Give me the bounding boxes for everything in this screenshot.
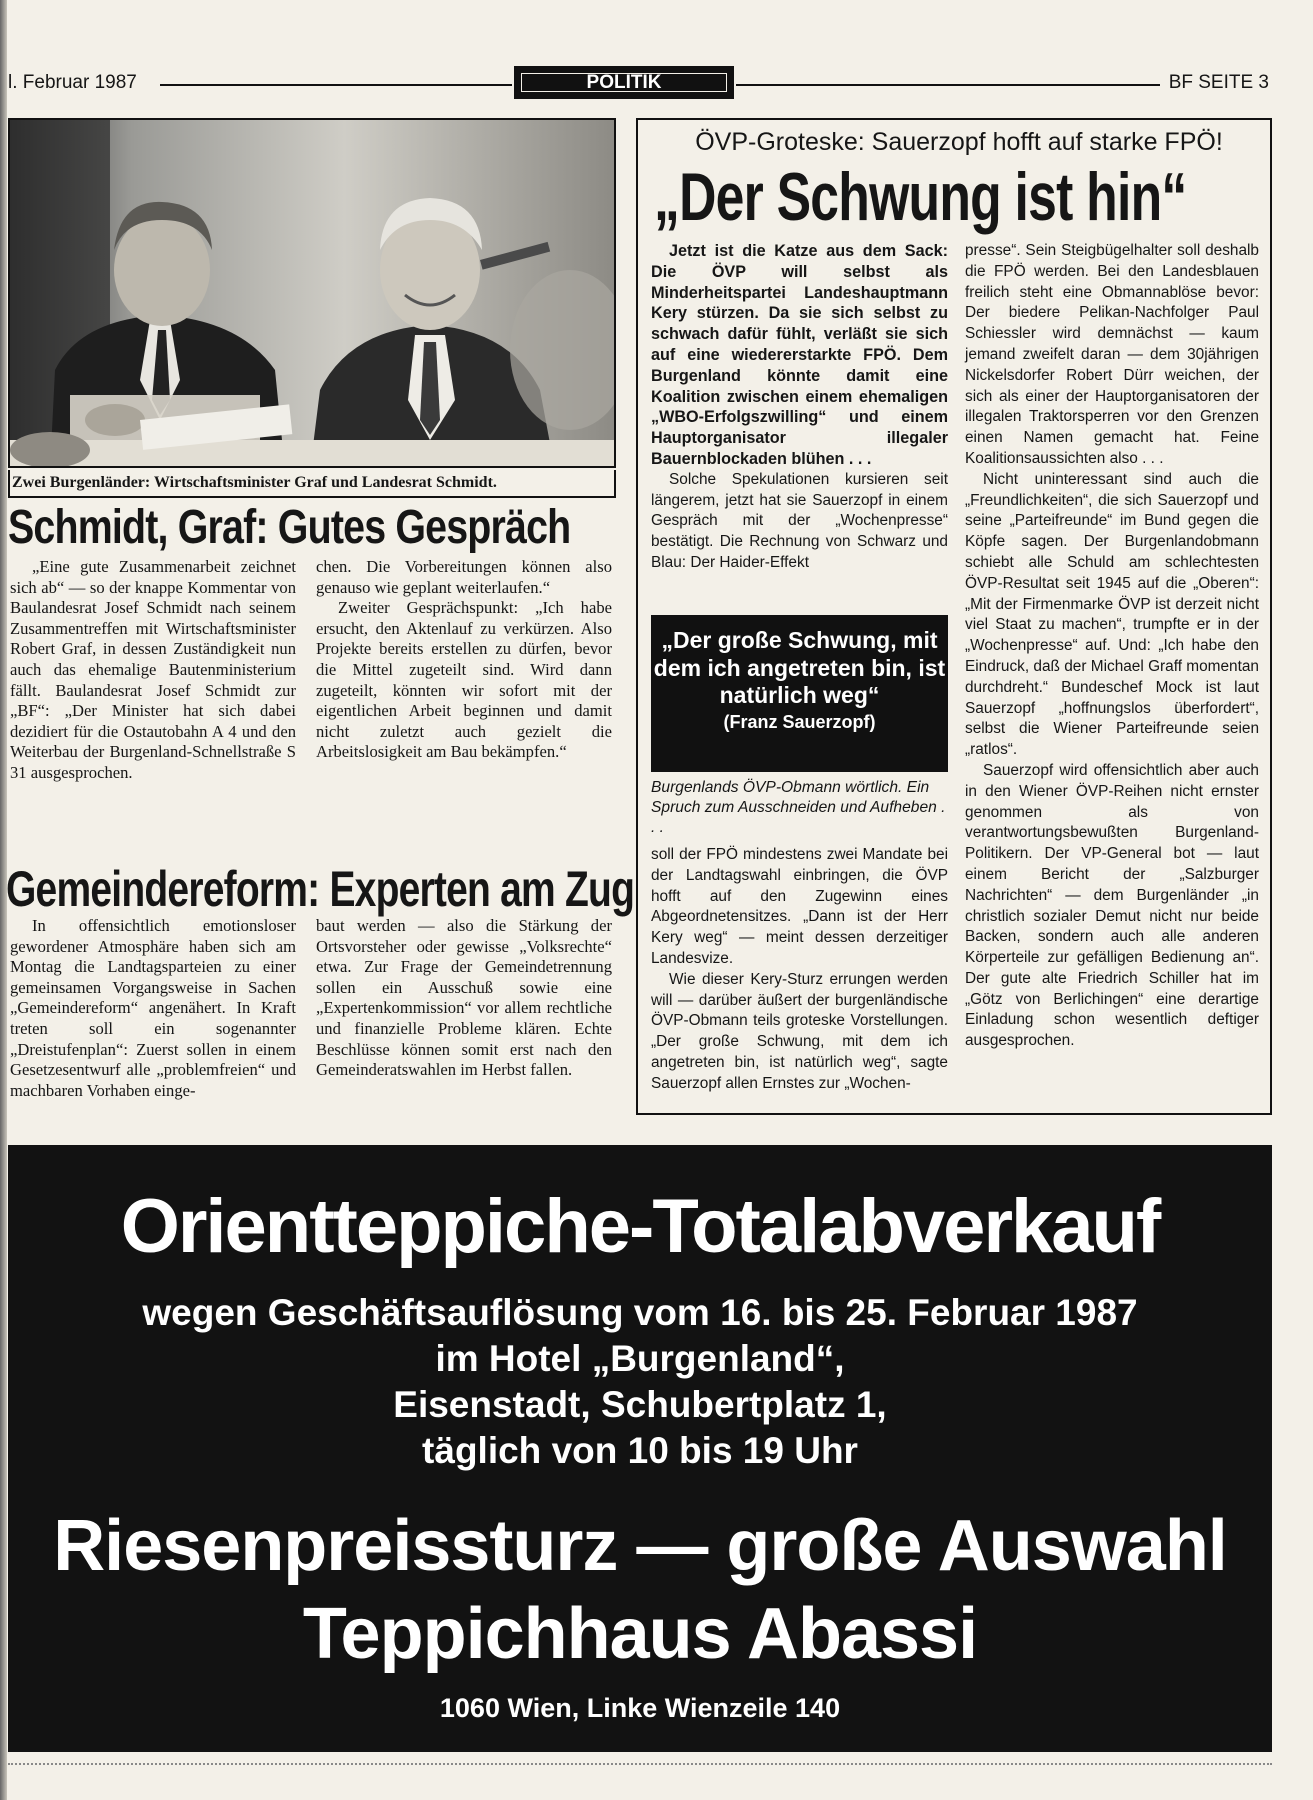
ad-company-address: 1060 Wien, Linke Wienzeile 140 — [439, 1693, 841, 1723]
page-number: BF SEITE 3 — [1168, 72, 1269, 93]
section-label: POLITIK — [514, 66, 734, 99]
article3-column-1-continued: soll der FPÖ mindestens zwei Mandate bei der Landtagswahl einbringen, die ÖVP hofft auf den Zugewinn eines Abgeordnetensitzes. „Dann ist der Herr Kery weg“ — meint dessen derzeitiger Landesvize. Wie dieser Kery-Sturz errungen werden will — darüber äußert der burgenländische ÖVP-Obmann teils groteske Vorstellungen. „Der große Schwung, mit dem ich angetreten bin, ist natürlich weg“, sagte Sauerzopf allen Ernstes zur „Wochen- — [651, 846, 948, 1092]
header-rule-right — [736, 84, 1160, 86]
ad-line-dates: wegen Geschäftsauflösung vom 16. bis 25. Februar 1987 — [142, 1292, 1138, 1333]
article3-column-1: Jetzt ist die Katze aus dem Sack: Die ÖVP will selbst als Minderheitspartei Landeshauptmann Kery stürzen. Da sie sich selbst zu schwach dafür fühlt, verläßt sie sich auf eine wiedererstarkte FPÖ. Dem Burgenland könnte damit eine Koalition zwischen einem ehemaligen „WBO-Erfolgszwilling“ und einem Hauptorganisator illegaler Bauernblockaden blühen . . . Solche Spekulationen kursieren seit längerem, jetzt hat sie Sauerzopf in einem Gespräch mit der „Wochenpresse“ bestätigt. Die Rechnung von Schwarz und Blau: Der Haider-Effekt — [651, 242, 948, 571]
article1-column-1: „Eine gute Zusammenarbeit zeichnet sich ab“ — so der knappe Kommentar von Baulandesrat Josef Schmidt nach seinem Zusammentreffen mit Wirtschaftsminister Robert Graf, in dessen Zuständigkeit nun auch das ehemalige Bautenministerium fällt. Baulandesrat Josef Schmidt zur „BF“: „Der Minister hat sich dabei dezidiert für die Ostautobahn A 4 und den Weiterbau der Burgenland-Schnellstraße S 31 ausgesprochen. — [10, 557, 296, 782]
headline-gemeindereform: Gemeindereform: Experten am Zug — [6, 861, 635, 917]
issue-date: l. Februar 1987 — [8, 72, 137, 93]
article3-column-2: presse“. Sein Steigbügelhalter soll deshalb die FPÖ werden. Bei den Landesblauen freilich steht eine Obmannablöse bevor: Der biedere Pelikan-Nachfolger Paul Schiessler wird demnächst — kaum jemand zweifelt daran — dem 30jährigen Nickelsdorfer Robert Dürr weichen, der sich als einer der Hauptorganisatoren der illegalen Traktorsperren vor den Grenzen einen Namen gemacht hat. Feine Koalitionsaussichten also . . . Nicht uninteressant sind auch die „Freundlichkeiten“, die sich Sauerzopf und seine „Parteifreunde“ im Bund gegen die Köpfe sagen. Der Burgenlandobmann schiebt alle Schuld am schlechtesten ÖVP-Resultat seit 1945 auf die „Oberen“: „Mit der Firmenmarke ÖVP ist derzeit nicht viel Staat zu machen“, trumpfte er in der „Wochenpresse“ auf. Und: „Ich habe den Eindruck, daß der Michael Graff momentan durchdreht.“ Bundeschef Mock ist laut Sauerzopf „hoffnungslos überfordert“, selbst die Wiener Parteifreunde seien „ratlos“. Sauerzopf wird offensichtlich aber auch in den Wiener ÖVP-Reihen nicht ernster genommen als von verantwortungsbewußten Burgenland-Politikern. Der VP-General bot — laut einem Bericht der „Salzburger Nachrichten“ — dem Burgenländer „in christlich sozialer Demut nicht nur beide Backen, sondern auch alle anderen Körperteile zur gefälligen Bedienung an“. Der gute alte Friedrich Schiller hat im „Götz von Berlichingen“ eine derartige Einladung schon wesentlich deftiger ausgesprochen. — [965, 242, 1259, 1050]
ad-title: Orientteppiche-Totalabverkauf — [120, 1184, 1160, 1269]
headline-schmidt-graf: Schmidt, Graf: Gutes Gespräch — [8, 501, 571, 554]
ad-company: Teppichhaus Abassi — [302, 1594, 978, 1674]
article3-lead: Jetzt ist die Katze aus dem Sack: Die ÖVP will selbst als Minderheitspartei Landeshauptmann Kery stürzen. Da sie sich selbst zu schwach dafür fühlt, verläßt sie sich auf eine wiedererstarkte FPÖ. Dem Burgenland könnte damit eine Koalition zwischen einem ehemaligen „WBO-Erfolgszwilling“ und einem Hauptorganisator illegaler Bauernblockaden blühen . . . — [651, 242, 948, 468]
ad-line-hours: täglich von 10 bis 19 Uhr — [422, 1430, 858, 1471]
article1-column-2: chen. Die Vorbereitungen können also genauso wie geplant weiterlaufen.“ Zweiter Gesprächspunkt: „Ich habe ersucht, den Aktenlauf zu verkürzen. Also Projekte bereits erstellen zu dürfen, bevor die Mittel zugeteilt sind. Wird dann zugeteilt, könnten wir sofort mit der eigentlichen Arbeit beginnen und damit nicht zuletzt auch gezielt die Arbeitslosigkeit am Bau bekämpfen.“ — [316, 557, 612, 762]
header-rule-left — [160, 84, 512, 86]
ad-line-hotel: im Hotel „Burgenland“, — [435, 1338, 845, 1379]
ad-slogan: Riesenpreissturz — große Auswahl — [53, 1506, 1227, 1586]
headline-schwung-ist-hin: „Der Schwung ist hin“ — [654, 159, 1187, 235]
article3-kicker: ÖVP-Groteske: Sauerzopf hofft auf starke FPÖ! — [695, 128, 1223, 156]
photo-two-politicians — [10, 120, 616, 468]
pull-quote: „Der große Schwung, mit dem ich angetreten bin, ist natürlich weg“ (Franz Sauerzopf) — [651, 615, 948, 772]
article2-column-1: In offensichtlich emotionsloser gewordener Atmosphäre haben sich am Montag die Landtagsparteien zu einer gemeinsamen Vorgangsweise in Sachen „Gemeindereform“ angenähert. In Kraft treten soll ein sogenannter „Dreistufenplan“: Zuerst sollen in einem Gesetzesentwurf alle „problemfreien“ und machbaren Vorhaben einge- — [10, 916, 296, 1100]
bottom-dotted-rule — [8, 1763, 1272, 1765]
pull-quote-caption: Burgenlands ÖVP-Obmann wörtlich. Ein Spruch zum Ausschneiden und Aufheben . . . — [651, 779, 946, 836]
news-photo — [8, 118, 616, 468]
photo-caption: Zwei Burgenländer: Wirtschaftsminister Graf und Landesrat Schmidt. — [8, 470, 616, 498]
ad-line-address: Eisenstadt, Schubertplatz 1, — [393, 1384, 887, 1425]
article2-column-2: baut werden — also die Stärkung der Ortsvorsteher oder gewisse „Volksrechte“ etwa. Zur Frage der Gemeindetrennung sollen ein Ausschuß sowie eine „Expertenkommission“ vor allem rechtliche und finanzielle Probleme klären. Echte Beschlüsse können somit erst nach den Gemeinderatswahlen im Herbst fallen. — [316, 916, 612, 1080]
carpet-advertisement — [8, 1145, 1272, 1752]
